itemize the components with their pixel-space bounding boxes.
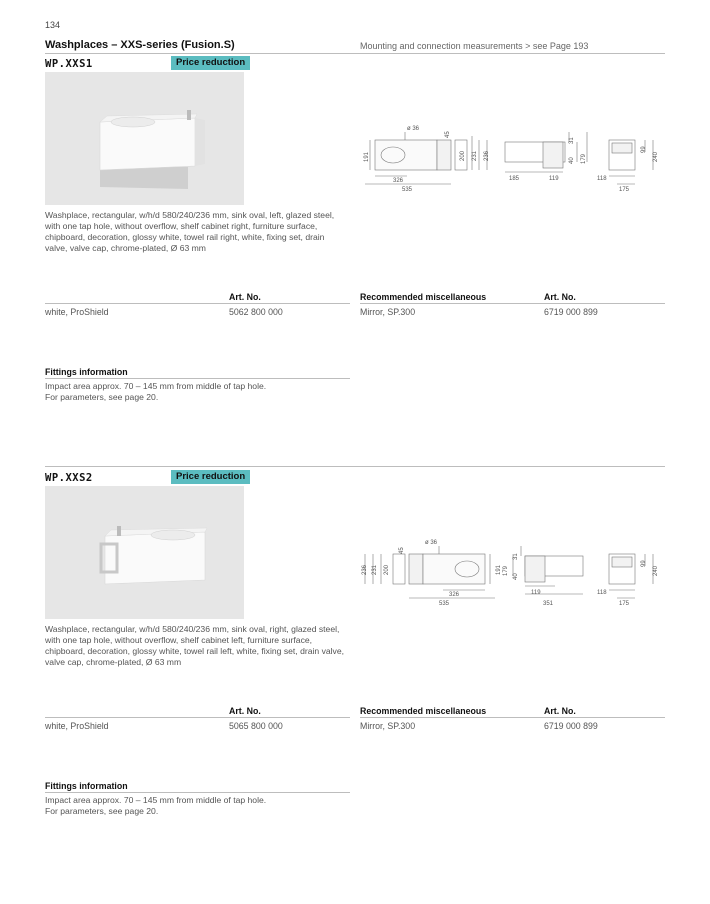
dim-label: 231 (472, 150, 478, 161)
fittings-line: Impact area approx. 70 – 145 mm from middle of tap hole. (45, 795, 267, 805)
art-no-header: Art. No. (229, 706, 261, 716)
article-number: 5065 800 000 (229, 721, 283, 731)
dim-label: 240 (653, 151, 659, 162)
dim-label: 40 (569, 157, 575, 164)
misc-article-number: 6719 000 899 (544, 721, 598, 731)
table-divider (360, 717, 665, 718)
product-code: WP.XXS2 (45, 472, 93, 484)
dim-label: 175 (619, 601, 630, 607)
variant-name: white, ProShield (45, 721, 109, 731)
dim-label: 45 (445, 131, 451, 138)
dim-label: 326 (449, 592, 460, 598)
article-number: 5062 800 000 (229, 307, 283, 317)
dim-label: 119 (531, 590, 541, 596)
dim-label: 31 (513, 553, 519, 560)
table-divider (45, 717, 350, 718)
page-number: 134 (45, 20, 61, 30)
dim-label: 118 (597, 590, 607, 596)
misc-art-no-header: Art. No. (544, 292, 576, 302)
dim-label: 535 (439, 601, 450, 607)
fittings-line: Impact area approx. 70 – 145 mm from middle of tap hole. (45, 381, 267, 391)
fittings-title: Fittings information (45, 367, 128, 377)
washbasin-image (45, 486, 244, 619)
dim-label: 185 (509, 176, 520, 182)
dim-label: 240 (653, 565, 659, 576)
dim-label: 535 (402, 187, 413, 193)
technical-drawing (355, 118, 675, 198)
fittings-line: For parameters, see page 20. (45, 806, 159, 816)
dim-label: 175 (619, 187, 630, 193)
dim-label: ø 36 (407, 126, 420, 132)
section-divider (45, 466, 665, 467)
product-photo (45, 72, 244, 205)
table-divider (360, 303, 665, 304)
product-description: Washplace, rectangular, w/h/d 580/240/236 mm, sink oval, right, glazed steel, with one tap hole, without overflow, shelf cabinet left, furniture surface, chipboard, decoration, glossy white, towel rail left, white, fixing set, drain valve, valve cap, chrome-plated, Ø 63 mm (45, 624, 345, 667)
dim-label: 31 (569, 137, 575, 144)
misc-item: Mirror, SP.300 (360, 721, 416, 731)
dim-label: 191 (364, 151, 370, 162)
misc-item: Mirror, SP.300 (360, 307, 416, 317)
fittings-divider (45, 792, 350, 793)
fittings-line: For parameters, see page 20. (45, 392, 159, 402)
product-description: Washplace, rectangular, w/h/d 580/240/236 mm, sink oval, left, glazed steel, with one tap hole, without overflow, shelf cabinet right, furniture surface, chipboard, decoration, glossy white, towel rail right, white, fixing set, drain valve, valve cap, chrome-plated, Ø 63 mm (45, 210, 335, 253)
dim-label: 200 (460, 150, 466, 161)
dim-label: 118 (597, 176, 607, 182)
price-badge: Price reduction (171, 470, 250, 484)
dim-label: 326 (393, 178, 404, 184)
dim-label: 191 (496, 564, 502, 575)
dim-label: 119 (549, 176, 559, 182)
misc-header: Recommended miscellaneous (360, 292, 487, 302)
misc-header: Recommended miscellaneous (360, 706, 487, 716)
art-no-header: Art. No. (229, 292, 261, 302)
mounting-reference: Mounting and connection measurements > see Page 193 (360, 41, 589, 51)
dim-label: 179 (581, 153, 587, 164)
variant-name: white, ProShield (45, 307, 109, 317)
washbasin-image (45, 72, 244, 205)
misc-art-no-header: Art. No. (544, 706, 576, 716)
product-code: WP.XXS1 (45, 58, 93, 70)
dim-label: 99 (641, 146, 647, 153)
fittings-divider (45, 378, 350, 379)
dim-label: 179 (503, 565, 509, 576)
misc-article-number: 6719 000 899 (544, 307, 598, 317)
dim-label: ø 36 (425, 540, 438, 546)
dim-label: 200 (384, 564, 390, 575)
dim-label: 236 (484, 150, 490, 161)
dim-label: 231 (372, 564, 378, 575)
dim-label: 99 (641, 560, 647, 567)
table-divider (45, 303, 350, 304)
dim-label: 45 (399, 547, 405, 554)
header-divider (45, 53, 665, 54)
technical-drawing (355, 532, 675, 612)
fittings-title: Fittings information (45, 781, 128, 791)
page-title: Washplaces – XXS-series (Fusion.S) (45, 39, 235, 51)
dim-label: 40 (513, 573, 519, 580)
product-photo (45, 486, 244, 619)
dim-label: 351 (543, 601, 554, 607)
price-badge: Price reduction (171, 56, 250, 70)
dim-label: 236 (362, 564, 368, 575)
